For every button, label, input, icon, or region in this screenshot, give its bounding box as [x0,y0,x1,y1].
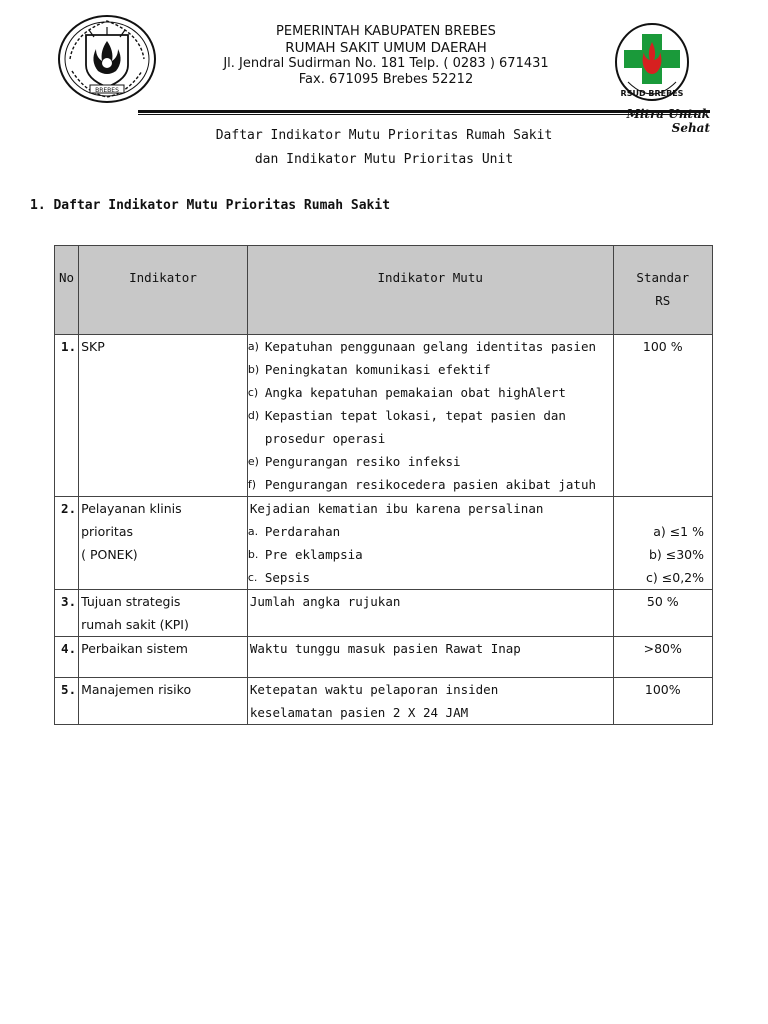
indikator-text: ( PONEK) [81,547,138,562]
row-indikator-mutu [247,678,613,725]
table-row [55,590,713,637]
row-standar [613,590,712,637]
row-number: 3. [55,590,79,637]
standar-value: 100% [644,682,681,697]
table-row [55,497,713,590]
motto: Mitra Untuk Sehat [626,107,710,135]
row-indikator [79,678,248,725]
table-header-row [55,246,713,335]
row-indikator-mutu [247,335,613,497]
standar-value: 100 % [642,339,683,354]
list-text: Kepatuhan penggunaan gelang identitas pasien [264,339,597,354]
list-text: Angka kepatuhan pemakaian obat highAlert [264,385,566,400]
mutu-text: Jumlah angka rujukan [249,594,401,609]
mutu-text: Waktu tunggu masuk pasien Rawat Inap [249,641,521,656]
list-marker: c. [247,571,258,584]
standar-value: b) ≤30% [648,547,704,562]
header-standar [613,246,712,335]
svg-text:RSUD BREBES: RSUD BREBES [620,89,684,98]
indikator-text: Pelayanan klinis [81,501,182,516]
row-indikator-mutu [247,637,613,678]
standar-value: 50 % [646,594,679,609]
row-indikator [79,637,248,678]
indikator-text: prioritas [81,524,133,539]
list-item [248,473,613,496]
mutu-intro: Kejadian kematian ibu karena persalinan [249,501,544,516]
list-marker: a) [247,340,259,353]
section-heading: 1. Daftar Indikator Mutu Prioritas Rumah Sakit [30,198,391,213]
header-indikator-mutu: Indikator Mutu [247,246,613,335]
row-indikator-mutu [247,497,613,590]
list-text: Pengurangan resikocedera pasien akibat jatuh [264,477,597,492]
list-marker: f) [247,478,257,491]
svg-text:BREBES: BREBES [95,87,119,94]
list-marker: a. [247,525,259,538]
indikator-text: SKP [81,339,105,354]
header-standar-label: Standar RS [636,270,690,308]
standar-value: a) ≤1 % [653,524,704,539]
indicator-table [54,245,713,725]
indikator-text: Manajemen risiko [81,682,192,697]
list-marker: b) [247,363,260,376]
table-row [55,637,713,678]
row-number: 5. [55,678,79,725]
list-marker: c) [247,386,259,399]
standar-value: >80% [643,641,682,656]
list-text: Perdarahan [264,524,341,539]
header-no: No [55,246,79,335]
list-text: Peningkatan komunikasi efektif [264,362,491,377]
list-item [248,358,613,381]
standar-value: c) ≤0,2% [646,570,704,585]
list-marker: b. [247,548,259,561]
list-marker: d) [247,409,260,422]
letterhead-text [186,24,586,88]
row-standar [613,497,712,590]
letterhead [0,0,768,135]
list-item [248,543,613,566]
indikator-text: Perbaikan sistem [81,641,188,656]
rsud-brebes-logo [614,22,690,106]
indikator-text: Tujuan strategis [81,594,181,609]
document-title-line2: dan Indikator Mutu Prioritas Unit [254,152,514,167]
list-item [248,335,613,358]
list-text: Pengurangan resiko infeksi [264,454,461,469]
list-text: Sepsis [264,570,311,585]
row-indikator-mutu [247,590,613,637]
list-text: Pre eklampsia [264,547,363,562]
fax-line: Fax. 671095 Brebes 52212 [298,72,474,87]
row-indikator [79,497,248,590]
row-standar [613,637,712,678]
row-standar [613,678,712,725]
hospital-name: RUMAH SAKIT UMUM DAERAH [285,40,487,56]
list-item [248,520,613,543]
list-marker: e) [247,455,259,468]
table-row [55,678,713,725]
row-indikator [79,335,248,497]
list-item [248,450,613,473]
list-item [248,404,613,450]
table-row [55,335,713,497]
address-line: Jl. Jendral Sudirman No. 181 Telp. ( 0283 ) 671431 [223,56,549,71]
row-indikator [79,590,248,637]
list-item [248,381,613,404]
mutu-text: Ketepatan waktu pelaporan insiden [249,682,499,697]
row-standar [613,335,712,497]
brebes-regency-seal-logo [56,13,158,105]
list-item [248,566,613,589]
mutu-text: keselamatan pasien 2 X 24 JAM [249,705,469,720]
row-number: 1. [55,335,79,497]
government-line: PEMERINTAH KABUPATEN BREBES [276,24,496,39]
list-text: Kepastian tepat lokasi, tepat pasien dan prosedur operasi [264,408,566,446]
header-indikator: Indikator [79,246,248,335]
indikator-text: rumah sakit (KPI) [81,617,189,632]
row-number: 4. [55,637,79,678]
document-title-line1: Daftar Indikator Mutu Prioritas Rumah Sakit [215,128,553,143]
row-number: 2. [55,497,79,590]
